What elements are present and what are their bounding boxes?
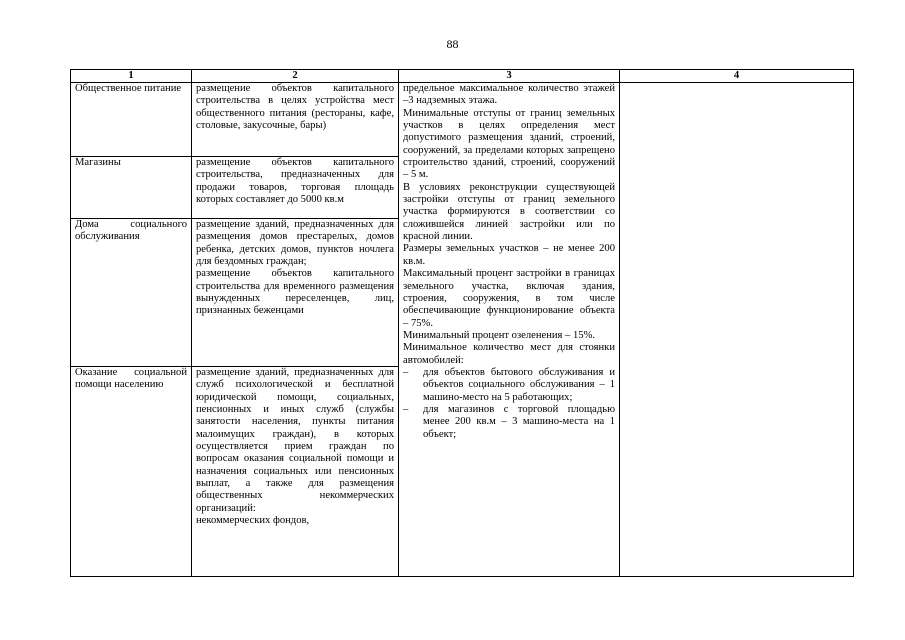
empty-cell (620, 83, 854, 577)
description-text: размещение зданий, предназначенных для служб психологической и бесплатной юридической помощи, социальных, пенсионных и иных служб (службы занятости населения, пункты питания малоимущих граждан), в которых осуществляется прием граждан по вопросам оказания социальной помощи и назначения социальных или пенсионных выплат, а также для размещения общественных некоммерческих организаций: (196, 367, 394, 514)
column-header-1: 1 (71, 70, 192, 83)
page-number: 88 (446, 37, 459, 51)
dash-bullet: – (403, 403, 409, 415)
column-header-2: 2 (192, 70, 399, 83)
use-type-cell: Общественное питание (71, 83, 192, 157)
use-description-cell: размещение объектов капитального строительства, предназначенных для продажи товаров, торговая площадь которых составляет до 5000 кв.м (192, 157, 399, 219)
parameter-text: Минимальный процент озеленения – 15%. (403, 329, 596, 341)
use-description-cell (192, 367, 399, 577)
dash-bullet: – (403, 366, 409, 378)
list-item (403, 404, 615, 441)
list-item-text: для магазинов с торговой площадью менее 200 кв.м – 3 машино-места на 1 объект; (423, 403, 615, 440)
parameter-text: Размеры земельных участков – не менее 200 кв.м. (403, 243, 615, 267)
use-type-cell: Дома социального обслуживания (71, 219, 192, 367)
description-text: размещение объектов капитального строительства для временного размещения вынужденных переселенцев, лиц, признанных беженцами (196, 268, 394, 317)
parameter-text: Минимальное количество мест для стоянки автомобилей: (403, 342, 615, 366)
parameters-cell (399, 83, 620, 577)
use-description-cell: размещение объектов капитального строительства в целях устройства мест общественного питания (рестораны, кафе, столовые, закусочные, бары) (192, 83, 399, 157)
parameter-text: В условиях реконструкции существующей застройки отступы от границ земельного участка формируются в соответствии со сложившейся линией застройки или по красной линии. (403, 181, 615, 243)
use-description-cell (192, 219, 399, 367)
description-text: некоммерческих фондов, (196, 515, 310, 527)
list-item (403, 367, 615, 404)
list-item-text: для объектов бытового обслуживания и объектов социального обслуживания – 1 машино-место на 5 работающих; (423, 366, 615, 403)
table-row (71, 83, 854, 157)
parameter-text: предельное максимальное количество этажей –3 надземных этажа. (403, 83, 615, 107)
table-header-row (71, 70, 854, 83)
use-type-cell: Магазины (71, 157, 192, 219)
parameter-text: Максимальный процент застройки в границах земельного участка, включая здания, строения, сооружения, в том числе обеспечивающие функционирование объекта – 75%. (403, 268, 615, 329)
description-text: размещение зданий, предназначенных для размещения домов престарелых, домов ребенка, детских домов, пунктов ночлега для бездомных граждан; (196, 219, 394, 268)
regulations-table (70, 69, 854, 577)
column-header-3: 3 (399, 70, 620, 83)
parameter-text: Минимальные отступы от границ земельных участков в целях определения мест допустимого размещения зданий, строений, сооружений, за пределами которых запрещено строительство зданий, строений, сооружений – 5 м. (403, 107, 615, 181)
use-type-cell: Оказание социальной помощи населению (71, 367, 192, 577)
column-header-4: 4 (620, 70, 854, 83)
